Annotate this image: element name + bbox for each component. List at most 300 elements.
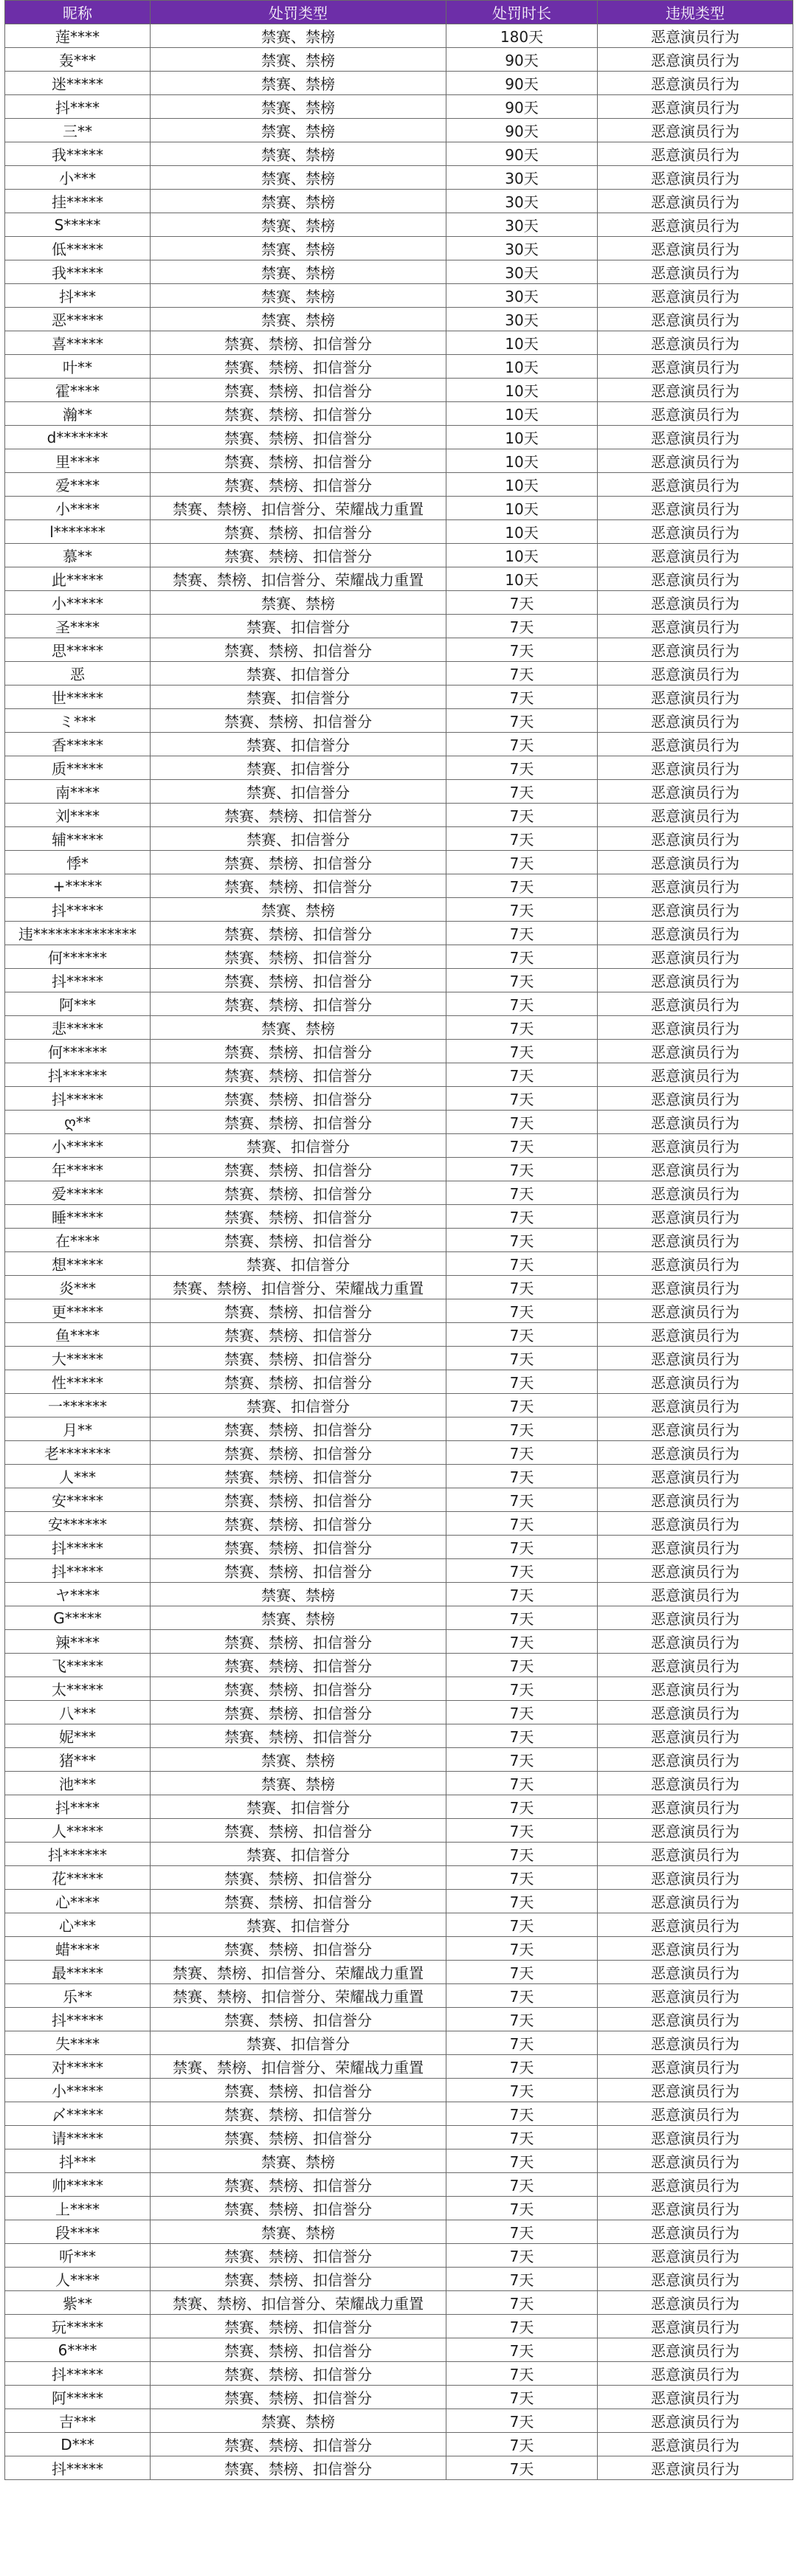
cell-penalty-duration: 7天: [446, 1252, 598, 1276]
cell-violation-type: 恶意演员行为: [598, 1748, 793, 1772]
cell-nickname: 悸*: [5, 851, 151, 874]
cell-nickname: 更*****: [5, 1299, 151, 1323]
cell-penalty-type: 禁赛、禁榜、扣信誉分: [151, 851, 446, 874]
cell-violation-type: 恶意演员行为: [598, 1252, 793, 1276]
cell-penalty-type: 禁赛、禁榜: [151, 190, 446, 213]
table-row: [5, 1370, 793, 1394]
table-row: [5, 2031, 793, 2055]
cell-penalty-type: 禁赛、扣信誉分: [151, 1795, 446, 1819]
cell-penalty-duration: 7天: [446, 1583, 598, 1606]
cell-penalty-type: 禁赛、禁榜: [151, 213, 446, 237]
cell-violation-type: 恶意演员行为: [598, 662, 793, 686]
cell-penalty-duration: 7天: [446, 2220, 598, 2244]
cell-penalty-type: 禁赛、禁榜、扣信誉分: [151, 379, 446, 402]
cell-penalty-duration: 7天: [446, 2197, 598, 2220]
cell-penalty-duration: 180天: [446, 24, 598, 48]
cell-penalty-duration: 7天: [446, 1913, 598, 1937]
cell-nickname: 何******: [5, 945, 151, 969]
cell-penalty-duration: 7天: [446, 922, 598, 945]
cell-penalty-type: 禁赛、禁榜、扣信誉分: [151, 1512, 446, 1536]
cell-nickname: 听***: [5, 2244, 151, 2268]
table-row: [5, 709, 793, 733]
cell-violation-type: 恶意演员行为: [598, 1063, 793, 1087]
cell-nickname: 抖*****: [5, 969, 151, 992]
cell-penalty-duration: 7天: [446, 1606, 598, 1630]
cell-nickname: 飞*****: [5, 1654, 151, 1677]
table-row: [5, 1394, 793, 1418]
cell-violation-type: 恶意演员行为: [598, 2220, 793, 2244]
cell-penalty-duration: 7天: [446, 709, 598, 733]
cell-nickname: 上****: [5, 2197, 151, 2220]
cell-penalty-duration: 7天: [446, 591, 598, 615]
cell-violation-type: 恶意演员行为: [598, 1465, 793, 1488]
table-row: [5, 331, 793, 355]
cell-penalty-duration: 7天: [446, 1559, 598, 1583]
cell-penalty-duration: 30天: [446, 237, 598, 260]
cell-nickname: 乐**: [5, 1984, 151, 2008]
table-row: [5, 1063, 793, 1087]
cell-penalty-type: 禁赛、禁榜: [151, 1016, 446, 1040]
cell-nickname: S*****: [5, 213, 151, 237]
cell-penalty-duration: 7天: [446, 1205, 598, 1229]
cell-violation-type: 恶意演员行为: [598, 260, 793, 284]
cell-violation-type: 恶意演员行为: [598, 1913, 793, 1937]
cell-nickname: 抖****: [5, 1795, 151, 1819]
table-row: [5, 591, 793, 615]
cell-penalty-duration: 7天: [446, 1819, 598, 1843]
cell-nickname: 慕**: [5, 544, 151, 567]
cell-nickname: 违**************: [5, 922, 151, 945]
table-row: [5, 190, 793, 213]
cell-penalty-duration: 7天: [446, 2031, 598, 2055]
cell-penalty-duration: 7天: [446, 827, 598, 851]
table-row: [5, 992, 793, 1016]
cell-violation-type: 恶意演员行为: [598, 497, 793, 520]
cell-penalty-type: 禁赛、禁榜、扣信誉分: [151, 2268, 446, 2291]
cell-penalty-duration: 10天: [446, 402, 598, 426]
cell-violation-type: 恶意演员行为: [598, 2456, 793, 2480]
cell-penalty-type: 禁赛、禁榜、扣信誉分: [151, 1677, 446, 1701]
cell-penalty-duration: 7天: [446, 1890, 598, 1913]
table-row: [5, 48, 793, 72]
cell-violation-type: 恶意演员行为: [598, 1819, 793, 1843]
table-row: [5, 2291, 793, 2315]
cell-penalty-type: 禁赛、禁榜、扣信誉分: [151, 402, 446, 426]
cell-penalty-type: 禁赛、禁榜、扣信誉分: [151, 1819, 446, 1843]
cell-penalty-duration: 10天: [446, 520, 598, 544]
cell-penalty-duration: 7天: [446, 1087, 598, 1111]
cell-penalty-duration: 30天: [446, 308, 598, 331]
cell-penalty-type: 禁赛、禁榜、扣信誉分: [151, 945, 446, 969]
cell-penalty-type: 禁赛、禁榜、扣信誉分: [151, 804, 446, 827]
cell-violation-type: 恶意演员行为: [598, 2126, 793, 2149]
cell-penalty-type: 禁赛、禁榜、扣信誉分、荣耀战力重置: [151, 567, 446, 591]
cell-penalty-type: 禁赛、禁榜、扣信誉分: [151, 473, 446, 497]
cell-violation-type: 恶意演员行为: [598, 1418, 793, 1441]
cell-penalty-duration: 90天: [446, 95, 598, 119]
cell-penalty-type: 禁赛、禁榜、扣信誉分: [151, 2008, 446, 2031]
cell-penalty-duration: 7天: [446, 2291, 598, 2315]
cell-violation-type: 恶意演员行为: [598, 1866, 793, 1890]
cell-nickname: 〆*****: [5, 2102, 151, 2126]
cell-penalty-type: 禁赛、扣信誉分: [151, 1394, 446, 1418]
cell-penalty-duration: 7天: [446, 2433, 598, 2456]
table-row: [5, 874, 793, 898]
cell-nickname: 人*****: [5, 1819, 151, 1843]
cell-violation-type: 恶意演员行为: [598, 615, 793, 638]
cell-violation-type: 恶意演员行为: [598, 1961, 793, 1984]
cell-penalty-duration: 7天: [446, 851, 598, 874]
cell-nickname: 恶: [5, 662, 151, 686]
cell-penalty-type: 禁赛、禁榜: [151, 1772, 446, 1795]
cell-violation-type: 恶意演员行为: [598, 1394, 793, 1418]
cell-penalty-type: 禁赛、禁榜、扣信誉分: [151, 1418, 446, 1441]
cell-nickname: 我*****: [5, 142, 151, 166]
cell-penalty-duration: 7天: [446, 1984, 598, 2008]
cell-penalty-duration: 7天: [446, 1040, 598, 1063]
cell-violation-type: 恶意演员行为: [598, 1040, 793, 1063]
cell-penalty-duration: 10天: [446, 331, 598, 355]
cell-penalty-duration: 7天: [446, 969, 598, 992]
table-row: [5, 1677, 793, 1701]
cell-violation-type: 恶意演员行为: [598, 1205, 793, 1229]
cell-penalty-duration: 7天: [446, 1724, 598, 1748]
table-row: [5, 2197, 793, 2220]
cell-penalty-type: 禁赛、禁榜、扣信誉分: [151, 1063, 446, 1087]
table-row: [5, 1724, 793, 1748]
cell-violation-type: 恶意演员行为: [598, 1299, 793, 1323]
cell-nickname: 抖***: [5, 2149, 151, 2173]
cell-violation-type: 恶意演员行为: [598, 331, 793, 355]
cell-nickname: 莲****: [5, 24, 151, 48]
cell-penalty-type: 禁赛、禁榜、扣信誉分: [151, 1654, 446, 1677]
cell-penalty-duration: 7天: [446, 2055, 598, 2079]
table-row: [5, 827, 793, 851]
cell-nickname: ヤ****: [5, 1583, 151, 1606]
table-row: [5, 2149, 793, 2173]
cell-violation-type: 恶意演员行为: [598, 2291, 793, 2315]
table-row: [5, 2338, 793, 2362]
cell-penalty-duration: 10天: [446, 497, 598, 520]
table-row: [5, 284, 793, 308]
cell-nickname: 想*****: [5, 1252, 151, 1276]
cell-violation-type: 恶意演员行为: [598, 1630, 793, 1654]
table-row: [5, 1323, 793, 1347]
cell-penalty-type: 禁赛、禁榜、扣信誉分: [151, 1347, 446, 1370]
cell-penalty-duration: 7天: [446, 1347, 598, 1370]
table-row: [5, 2362, 793, 2386]
cell-penalty-duration: 7天: [446, 1465, 598, 1488]
cell-penalty-type: 禁赛、禁榜: [151, 2409, 446, 2433]
cell-violation-type: 恶意演员行为: [598, 449, 793, 473]
cell-penalty-type: 禁赛、禁榜、扣信誉分: [151, 2079, 446, 2102]
cell-penalty-type: 禁赛、禁榜、扣信誉分、荣耀战力重置: [151, 2291, 446, 2315]
table-row: [5, 1276, 793, 1299]
cell-nickname: 抖*****: [5, 2362, 151, 2386]
table-row: [5, 1441, 793, 1465]
cell-penalty-duration: 7天: [446, 1677, 598, 1701]
cell-penalty-duration: 7天: [446, 1063, 598, 1087]
cell-nickname: 性*****: [5, 1370, 151, 1394]
cell-penalty-duration: 7天: [446, 1418, 598, 1441]
cell-violation-type: 恶意演员行为: [598, 2149, 793, 2173]
cell-violation-type: 恶意演员行为: [598, 898, 793, 922]
cell-penalty-type: 禁赛、禁榜、扣信誉分: [151, 992, 446, 1016]
cell-nickname: 老*******: [5, 1441, 151, 1465]
table-row: [5, 1559, 793, 1583]
cell-penalty-duration: 7天: [446, 1134, 598, 1158]
cell-penalty-duration: 7天: [446, 1961, 598, 1984]
cell-violation-type: 恶意演员行为: [598, 1984, 793, 2008]
cell-nickname: 质*****: [5, 756, 151, 780]
cell-penalty-duration: 7天: [446, 2409, 598, 2433]
cell-violation-type: 恶意演员行为: [598, 2386, 793, 2409]
cell-violation-type: 恶意演员行为: [598, 237, 793, 260]
table-row: [5, 898, 793, 922]
cell-violation-type: 恶意演员行为: [598, 2197, 793, 2220]
cell-nickname: 抖*****: [5, 2008, 151, 2031]
table-row: [5, 1654, 793, 1677]
cell-violation-type: 恶意演员行为: [598, 2433, 793, 2456]
cell-nickname: 抖******: [5, 1843, 151, 1866]
cell-violation-type: 恶意演员行为: [598, 1890, 793, 1913]
cell-penalty-duration: 7天: [446, 945, 598, 969]
table-row: [5, 1205, 793, 1229]
header-violation-type: 违规类型: [598, 1, 793, 24]
table-row: [5, 402, 793, 426]
table-row: [5, 1229, 793, 1252]
cell-violation-type: 恶意演员行为: [598, 686, 793, 709]
cell-penalty-type: 禁赛、扣信誉分: [151, 733, 446, 756]
cell-nickname: 人***: [5, 1465, 151, 1488]
cell-violation-type: 恶意演员行为: [598, 1701, 793, 1724]
cell-violation-type: 恶意演员行为: [598, 1843, 793, 1866]
table-row: [5, 1016, 793, 1040]
cell-penalty-type: 禁赛、扣信誉分: [151, 662, 446, 686]
cell-violation-type: 恶意演员行为: [598, 1654, 793, 1677]
table-row: [5, 1890, 793, 1913]
cell-nickname: 悲*****: [5, 1016, 151, 1040]
cell-violation-type: 恶意演员行为: [598, 922, 793, 945]
cell-violation-type: 恶意演员行为: [598, 1488, 793, 1512]
cell-penalty-duration: 10天: [446, 379, 598, 402]
cell-penalty-type: 禁赛、禁榜、扣信誉分: [151, 1299, 446, 1323]
cell-violation-type: 恶意演员行为: [598, 2102, 793, 2126]
cell-penalty-type: 禁赛、禁榜: [151, 237, 446, 260]
table-row: [5, 1961, 793, 1984]
cell-penalty-duration: 7天: [446, 662, 598, 686]
cell-violation-type: 恶意演员行为: [598, 1323, 793, 1347]
cell-penalty-duration: 7天: [446, 1441, 598, 1465]
cell-violation-type: 恶意演员行为: [598, 190, 793, 213]
cell-penalty-duration: 7天: [446, 874, 598, 898]
cell-nickname: 年*****: [5, 1158, 151, 1181]
cell-nickname: 抖*****: [5, 1087, 151, 1111]
cell-penalty-type: 禁赛、禁榜、扣信誉分: [151, 449, 446, 473]
table-row: [5, 1087, 793, 1111]
table-row: [5, 2315, 793, 2338]
cell-penalty-duration: 7天: [446, 2362, 598, 2386]
cell-violation-type: 恶意演员行为: [598, 1559, 793, 1583]
cell-nickname: 恶*****: [5, 308, 151, 331]
table-row: [5, 780, 793, 804]
cell-violation-type: 恶意演员行为: [598, 48, 793, 72]
cell-violation-type: 恶意演员行为: [598, 426, 793, 449]
cell-nickname: ミ***: [5, 709, 151, 733]
cell-nickname: 阿***: [5, 992, 151, 1016]
cell-violation-type: 恶意演员行为: [598, 1134, 793, 1158]
cell-penalty-type: 禁赛、禁榜、扣信誉分: [151, 544, 446, 567]
cell-penalty-duration: 90天: [446, 72, 598, 95]
cell-penalty-duration: 7天: [446, 1866, 598, 1890]
cell-penalty-type: 禁赛、禁榜: [151, 24, 446, 48]
table-header: [5, 1, 793, 24]
table-row: [5, 662, 793, 686]
cell-nickname: 阿*****: [5, 2386, 151, 2409]
table-row: [5, 24, 793, 48]
table-row: [5, 166, 793, 190]
cell-violation-type: 恶意演员行为: [598, 827, 793, 851]
cell-penalty-type: 禁赛、禁榜、扣信誉分、荣耀战力重置: [151, 1961, 446, 1984]
table-row: [5, 1606, 793, 1630]
cell-penalty-type: 禁赛、禁榜、扣信誉分: [151, 2456, 446, 2480]
table-row: [5, 733, 793, 756]
cell-penalty-type: 禁赛、禁榜、扣信誉分: [151, 1630, 446, 1654]
cell-penalty-duration: 7天: [446, 1323, 598, 1347]
cell-penalty-type: 禁赛、禁榜: [151, 591, 446, 615]
cell-penalty-type: 禁赛、禁榜、扣信誉分: [151, 1111, 446, 1134]
cell-penalty-type: 禁赛、禁榜、扣信誉分: [151, 1890, 446, 1913]
cell-penalty-duration: 10天: [446, 567, 598, 591]
cell-nickname: 小*****: [5, 2079, 151, 2102]
cell-violation-type: 恶意演员行为: [598, 1347, 793, 1370]
cell-nickname: 抖****: [5, 95, 151, 119]
cell-nickname: 太*****: [5, 1677, 151, 1701]
cell-penalty-type: 禁赛、禁榜: [151, 95, 446, 119]
cell-penalty-type: 禁赛、禁榜、扣信誉分: [151, 1229, 446, 1252]
cell-violation-type: 恶意演员行为: [598, 1937, 793, 1961]
cell-violation-type: 恶意演员行为: [598, 780, 793, 804]
cell-penalty-duration: 7天: [446, 1111, 598, 1134]
cell-penalty-duration: 7天: [446, 992, 598, 1016]
cell-nickname: 最*****: [5, 1961, 151, 1984]
cell-nickname: 月**: [5, 1418, 151, 1441]
cell-penalty-duration: 7天: [446, 686, 598, 709]
cell-nickname: 鱼****: [5, 1323, 151, 1347]
cell-nickname: 人****: [5, 2268, 151, 2291]
cell-violation-type: 恶意演员行为: [598, 2031, 793, 2055]
cell-nickname: 在****: [5, 1229, 151, 1252]
cell-violation-type: 恶意演员行为: [598, 874, 793, 898]
header-nickname: 昵称: [5, 1, 151, 24]
cell-violation-type: 恶意演员行为: [598, 95, 793, 119]
cell-penalty-duration: 7天: [446, 1158, 598, 1181]
table-row: [5, 449, 793, 473]
cell-violation-type: 恶意演员行为: [598, 2409, 793, 2433]
header-row: [5, 1, 793, 24]
cell-violation-type: 恶意演员行为: [598, 72, 793, 95]
cell-penalty-duration: 7天: [446, 780, 598, 804]
table-row: [5, 119, 793, 142]
cell-violation-type: 恶意演员行为: [598, 2079, 793, 2102]
table-row: [5, 567, 793, 591]
penalty-table: [4, 0, 793, 2480]
cell-penalty-type: 禁赛、禁榜: [151, 119, 446, 142]
table-row: [5, 851, 793, 874]
table-row: [5, 1111, 793, 1134]
table-row: [5, 426, 793, 449]
cell-nickname: 失****: [5, 2031, 151, 2055]
cell-penalty-type: 禁赛、禁榜: [151, 1606, 446, 1630]
cell-violation-type: 恶意演员行为: [598, 1111, 793, 1134]
cell-penalty-duration: 10天: [446, 473, 598, 497]
table-row: [5, 2386, 793, 2409]
cell-penalty-type: 禁赛、禁榜: [151, 1583, 446, 1606]
header-penalty-duration: 处罚时长: [446, 1, 598, 24]
cell-nickname: +*****: [5, 874, 151, 898]
cell-penalty-duration: 7天: [446, 1229, 598, 1252]
table-row: [5, 1701, 793, 1724]
cell-penalty-duration: 30天: [446, 166, 598, 190]
header-penalty-type: 处罚类型: [151, 1, 446, 24]
cell-nickname: 请*****: [5, 2126, 151, 2149]
table-row: [5, 1748, 793, 1772]
table-row: [5, 945, 793, 969]
table-row: [5, 2008, 793, 2031]
cell-penalty-type: 禁赛、禁榜、扣信誉分、荣耀战力重置: [151, 2055, 446, 2079]
table-row: [5, 1984, 793, 2008]
table-row: [5, 1937, 793, 1961]
cell-nickname: 小****: [5, 497, 151, 520]
cell-violation-type: 恶意演员行为: [598, 24, 793, 48]
table-row: [5, 2433, 793, 2456]
cell-penalty-type: 禁赛、禁榜、扣信誉分: [151, 331, 446, 355]
cell-violation-type: 恶意演员行为: [598, 969, 793, 992]
cell-penalty-duration: 7天: [446, 1654, 598, 1677]
table-row: [5, 1134, 793, 1158]
cell-violation-type: 恶意演员行为: [598, 1536, 793, 1559]
cell-nickname: 南****: [5, 780, 151, 804]
cell-violation-type: 恶意演员行为: [598, 402, 793, 426]
cell-penalty-duration: 7天: [446, 1630, 598, 1654]
cell-penalty-type: 禁赛、禁榜: [151, 1748, 446, 1772]
cell-penalty-duration: 7天: [446, 2126, 598, 2149]
cell-violation-type: 恶意演员行为: [598, 591, 793, 615]
cell-nickname: 抖*****: [5, 2456, 151, 2480]
cell-violation-type: 恶意演员行为: [598, 1583, 793, 1606]
cell-nickname: 叶**: [5, 355, 151, 379]
cell-penalty-duration: 10天: [446, 426, 598, 449]
cell-violation-type: 恶意演员行为: [598, 284, 793, 308]
cell-penalty-type: 禁赛、禁榜、扣信誉分: [151, 1181, 446, 1205]
cell-penalty-duration: 7天: [446, 638, 598, 662]
table-row: [5, 237, 793, 260]
cell-penalty-type: 禁赛、禁榜、扣信誉分: [151, 1087, 446, 1111]
cell-violation-type: 恶意演员行为: [598, 1512, 793, 1536]
table-row: [5, 1583, 793, 1606]
cell-penalty-duration: 7天: [446, 1536, 598, 1559]
cell-penalty-duration: 7天: [446, 1512, 598, 1536]
cell-violation-type: 恶意演员行为: [598, 2362, 793, 2386]
cell-penalty-duration: 7天: [446, 1937, 598, 1961]
cell-nickname: 蜡****: [5, 1937, 151, 1961]
cell-penalty-duration: 90天: [446, 142, 598, 166]
cell-penalty-type: 禁赛、禁榜: [151, 260, 446, 284]
cell-penalty-type: 禁赛、禁榜、扣信誉分: [151, 2362, 446, 2386]
cell-violation-type: 恶意演员行为: [598, 2268, 793, 2291]
table-row: [5, 260, 793, 284]
cell-nickname: 帅*****: [5, 2173, 151, 2197]
